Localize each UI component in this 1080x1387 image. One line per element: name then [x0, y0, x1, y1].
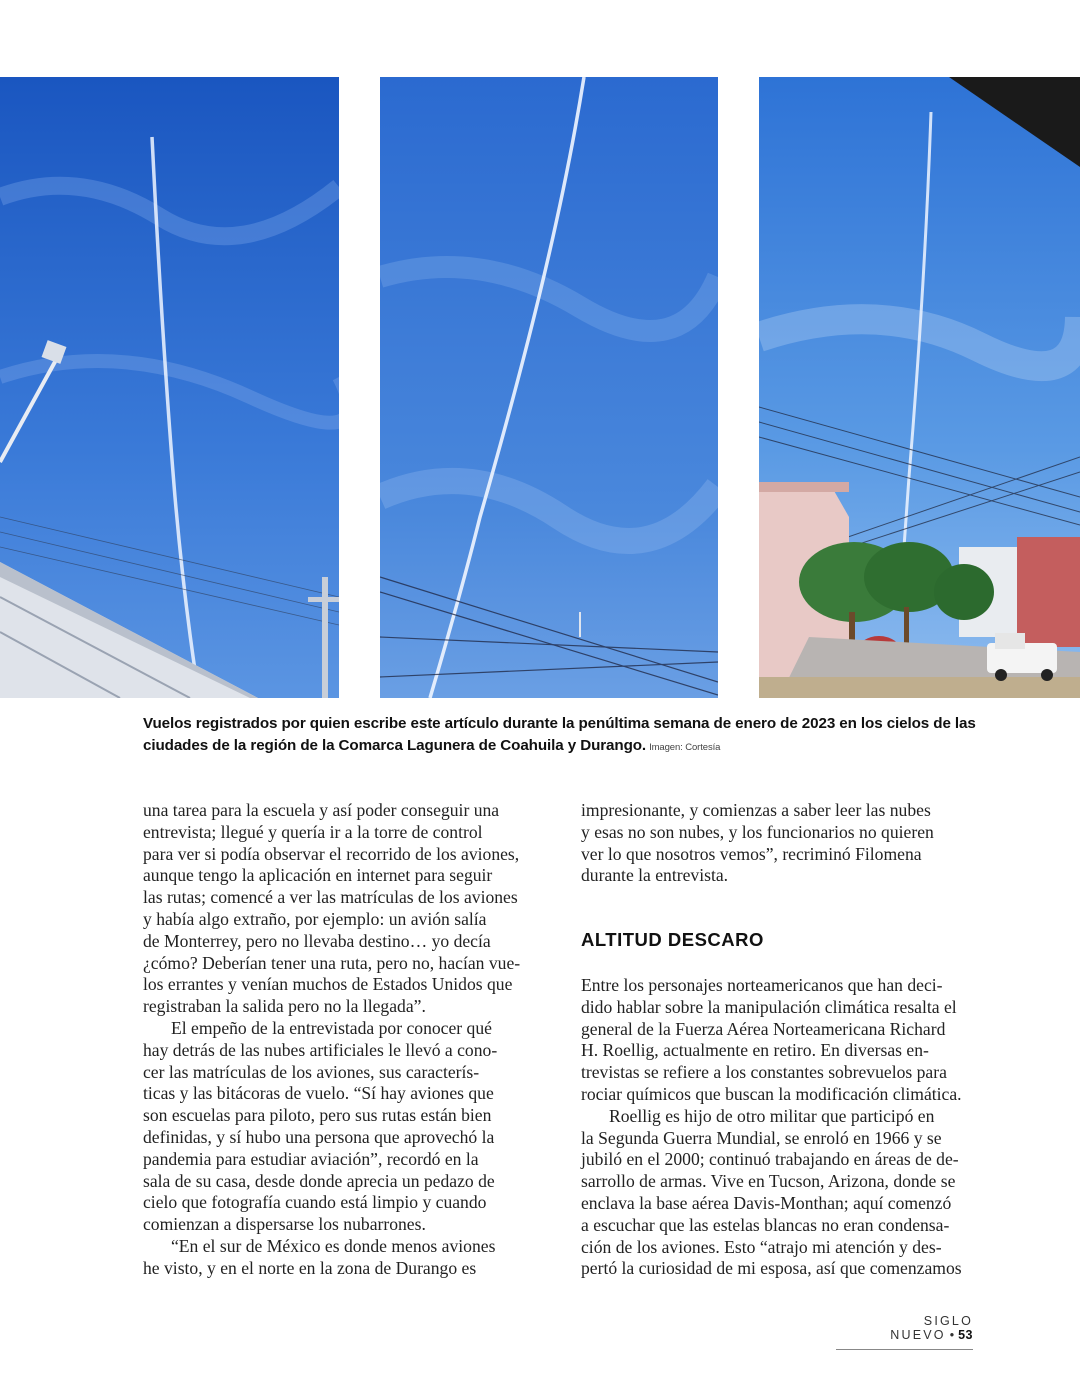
text-line: y esas no son nubes, y los funcionarios no quieren [581, 821, 934, 842]
text-line: ¿cómo? Deberían tener una ruta, pero no, hacían vue- [143, 952, 521, 973]
photo-caption [143, 713, 983, 759]
text-line: jubiló en el 2000; continuó trabajando en áreas de de- [581, 1149, 959, 1170]
article-column-left [143, 800, 543, 1280]
photo-sky-contrail-left [0, 77, 339, 698]
text-line: sarrollo de armas. Vive en Tucson, Arizona, donde se [581, 1171, 956, 1192]
text-line: ción de los aviones. Esto “atrajo mi atención y des- [581, 1236, 942, 1257]
page-number: 53 [958, 1328, 973, 1342]
text-line: ver lo que nosotros vemos”, recriminó Filomena [581, 843, 922, 864]
paragraph-4 [581, 975, 976, 1106]
photo-sky-contrail-center [380, 77, 718, 698]
text-line: rociar químicos que buscan la modificación climática. [581, 1083, 962, 1104]
text-line: de Monterrey, pero no llevaba destino… yo decía [143, 930, 491, 951]
section-heading: ALTITUD DESCARO [581, 929, 764, 950]
text-line: y había algo extraño, por ejemplo: un avión salía [143, 908, 487, 929]
text-line: impresionante, y comienzas a saber leer las nubes [581, 800, 931, 820]
text-line: dido hablar sobre la manipulación climática resalta el [581, 996, 957, 1017]
text-line: registraban la salida pero no la llegada”. [143, 996, 426, 1017]
text-line: enclava la base aérea Davis-Monthan; aquí comenzó [581, 1192, 952, 1213]
magazine-name: SIGLO NUEVO [890, 1314, 973, 1342]
page-folio [836, 1314, 973, 1350]
caption-credit: Imagen: Cortesía [649, 742, 721, 753]
text-line: hay detrás de las nubes artificiales le llevó a cono- [143, 1039, 498, 1060]
text-line: sala de su casa, desde donde aprecia un pedazo de [143, 1170, 495, 1191]
text-line: entrevista; llegué y quería ir a la torre de control [143, 821, 483, 842]
text-line: cielo que fotografía cuando está limpio y cuando [143, 1192, 487, 1213]
text-line: la Segunda Guerra Mundial, se enroló en 1966 y se [581, 1127, 942, 1148]
paragraph-1 [143, 800, 543, 1018]
photo-sky-contrail-right [759, 77, 1080, 698]
article-column-right-body [581, 975, 976, 1280]
text-line: comienzan a dispersarse los nubarrones. [143, 1214, 426, 1235]
paragraph-3 [143, 1236, 543, 1280]
paragraph-2 [143, 1018, 543, 1236]
text-line: son escuelas para piloto, pero sus rutas están bien [143, 1105, 492, 1126]
text-line: “En el sur de México es donde menos aviones [171, 1235, 496, 1256]
text-line: definidas, y sí hubo una persona que aprovechó la [143, 1126, 495, 1147]
text-line: las rutas; comencé a ver las matrículas de los aviones [143, 887, 518, 908]
paragraph-intro [581, 800, 976, 887]
text-line: Entre los personajes norteamericanos que han deci- [581, 975, 943, 995]
text-line: he visto, y en el norte en la zona de Durango es [143, 1257, 477, 1278]
text-line: para ver si podía observar el recorrido de los aviones, [143, 843, 520, 864]
text-line: pertó la curiosidad de mi esposa, así que comenzamos [581, 1258, 962, 1279]
text-line: El empeño de la entrevistada por conocer qué [171, 1017, 492, 1038]
text-line: los errantes y venían muchos de Estados Unidos que [143, 974, 513, 995]
text-line: cer las matrículas de los aviones, sus caracterís- [143, 1061, 480, 1082]
paragraph-5 [581, 1106, 976, 1280]
folio-separator: • [949, 1328, 955, 1342]
text-line: a escuchar que las estelas blancas no eran condensa- [581, 1214, 950, 1235]
text-line: trevistas se refiere a los constantes sobrevuelos para [581, 1062, 947, 1083]
text-line: una tarea para la escuela y así poder conseguir una [143, 800, 500, 820]
text-line: ticas y las bitácoras de vuelo. “Sí hay aviones que [143, 1083, 494, 1104]
text-line: Roellig es hijo de otro militar que participó en [609, 1105, 935, 1126]
text-line: pandemia para estudiar aviación”, recordó en la [143, 1148, 479, 1169]
caption-text: Vuelos registrados por quien escribe este artículo durante la penúltima semana de enero de 2023 en los cielos de las ciudades de la región de la Comarca Lagunera de Coahuila y Durango. [143, 715, 976, 754]
text-line: general de la Fuerza Aérea Norteamericana Richard [581, 1018, 946, 1039]
text-line: durante la entrevista. [581, 865, 729, 886]
text-line: aunque tengo la aplicación en internet para seguir [143, 865, 493, 886]
text-line: H. Roellig, actualmente en retiro. En diversas en- [581, 1040, 929, 1061]
article-column-right-intro [581, 800, 976, 887]
